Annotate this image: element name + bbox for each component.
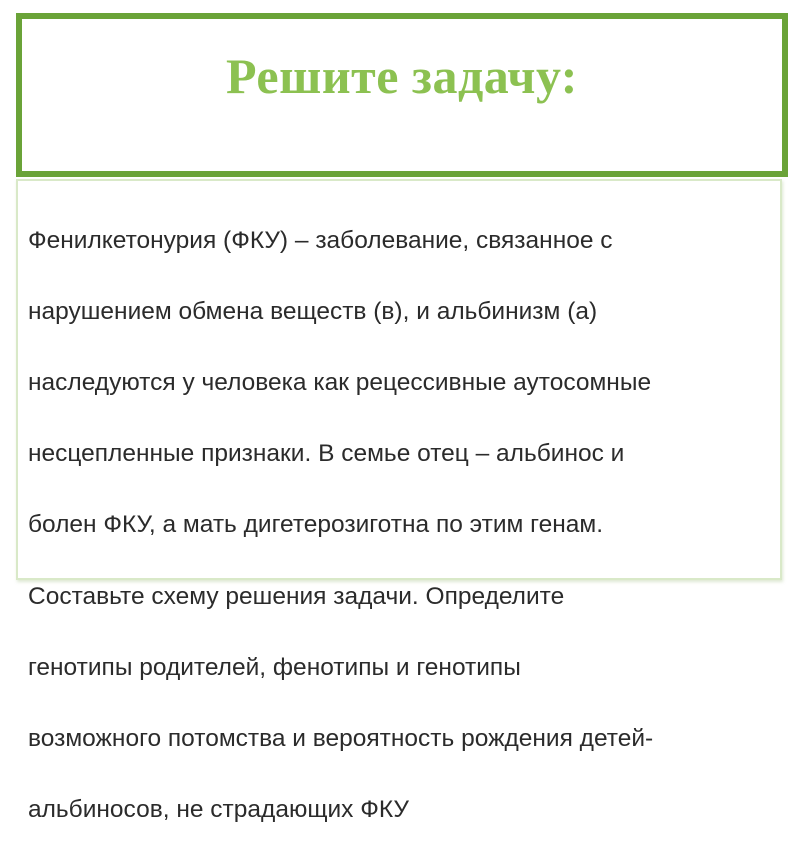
task-line: генотипы родителей, фенотипы и генотипы	[28, 653, 521, 681]
title-box	[16, 13, 788, 177]
slide-title: Решите задачу:	[226, 48, 578, 104]
task-line: нарушением обмена веществ (в), и альбинизм (а)	[28, 297, 598, 325]
task-line: Составьте схему решения задачи. Определите	[28, 582, 565, 610]
task-text-box	[16, 179, 782, 824]
task-text	[28, 187, 780, 863]
task-line: наследуются у человека как рецессивные аутосомные	[28, 368, 652, 396]
task-line: альбиносов, не страдающих ФКУ	[28, 796, 409, 824]
task-line: возможного потомства и вероятность рождения детей-	[28, 724, 654, 752]
task-line: несцепленные признаки. В семье отец – альбинос и	[28, 440, 625, 468]
task-line: болен ФКУ, а мать дигетерозиготна по этим генам.	[28, 511, 604, 539]
task-line: Фенилкетонурия (ФКУ) – заболевание, связанное с	[28, 226, 613, 254]
